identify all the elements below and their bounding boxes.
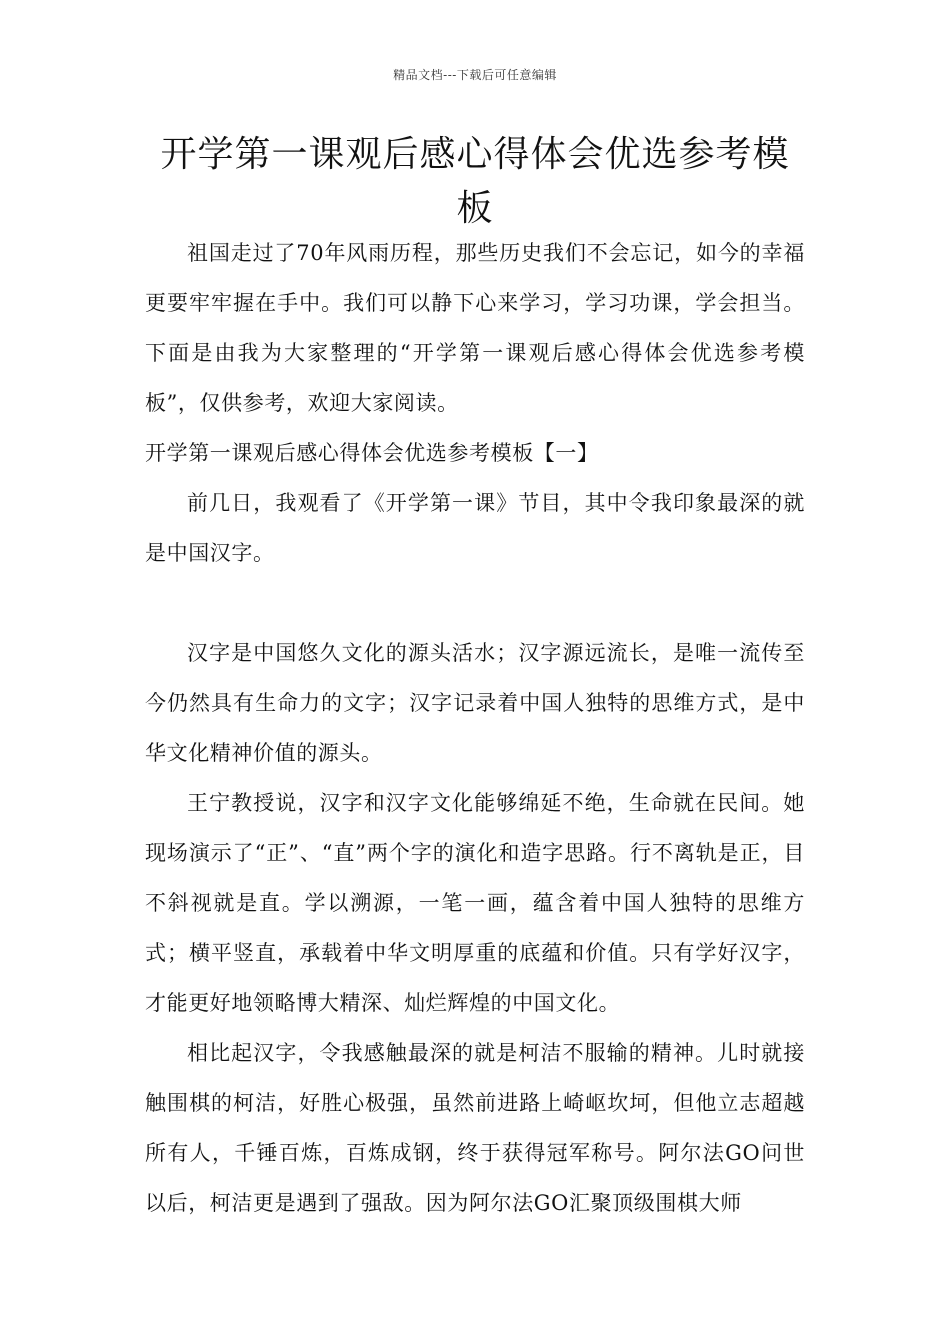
- section-heading: 开学第一课观后感心得体会优选参考模板【一】: [145, 441, 599, 465]
- document-title: 开学第一课观后感心得体会优选参考模板: [160, 134, 790, 229]
- paragraph-gap: [145, 578, 805, 628]
- body-paragraph: 前几日，我观看了《开学第一课》节目，其中令我印象最深的就是中国汉字。: [145, 491, 805, 565]
- page-header: 精品文档---下载后可任意编辑: [393, 68, 557, 82]
- intro-paragraph: 祖国走过了70年风雨历程，那些历史我们不会忘记，如今的幸福更要牢牢握在手中。我们可以静下心来学习，学习功课，学会担当。下面是由我为大家整理的“开学第一课观后感心得体会优选参考模板”，仅供参考，欢迎大家阅读。: [145, 241, 805, 415]
- body-paragraph: 王宁教授说，汉字和汉字文化能够绵延不绝，生命就在民间。她现场演示了“正”、“直”两个字的演化和造字思路。行不离轨是正，目不斜视就是直。学以溯源，一笔一画，蕴含着中国人独特的思维方式；横平竖直，承载着中华文明厚重的底蕴和价值。只有学好汉字，才能更好地领略博大精深、灿烂辉煌的中国文化。: [145, 791, 805, 1015]
- body-paragraph: 汉字是中国悠久文化的源头活水；汉字源远流长，是唯一流传至今仍然具有生命力的文字；汉字记录着中国人独特的思维方式，是中华文化精神价值的源头。: [145, 641, 805, 765]
- body-paragraph: 相比起汉字，令我感触最深的就是柯洁不服输的精神。儿时就接触围棋的柯洁，好胜心极强，虽然前进路上崎岖坎坷，但他立志超越所有人，千锤百炼，百炼成钢，终于获得冠军称号。阿尔法GO问世以后，柯洁更是遇到了强敌。因为阿尔法GO汇聚顶级围棋大师: [145, 1041, 805, 1215]
- document-body: [145, 228, 805, 1228]
